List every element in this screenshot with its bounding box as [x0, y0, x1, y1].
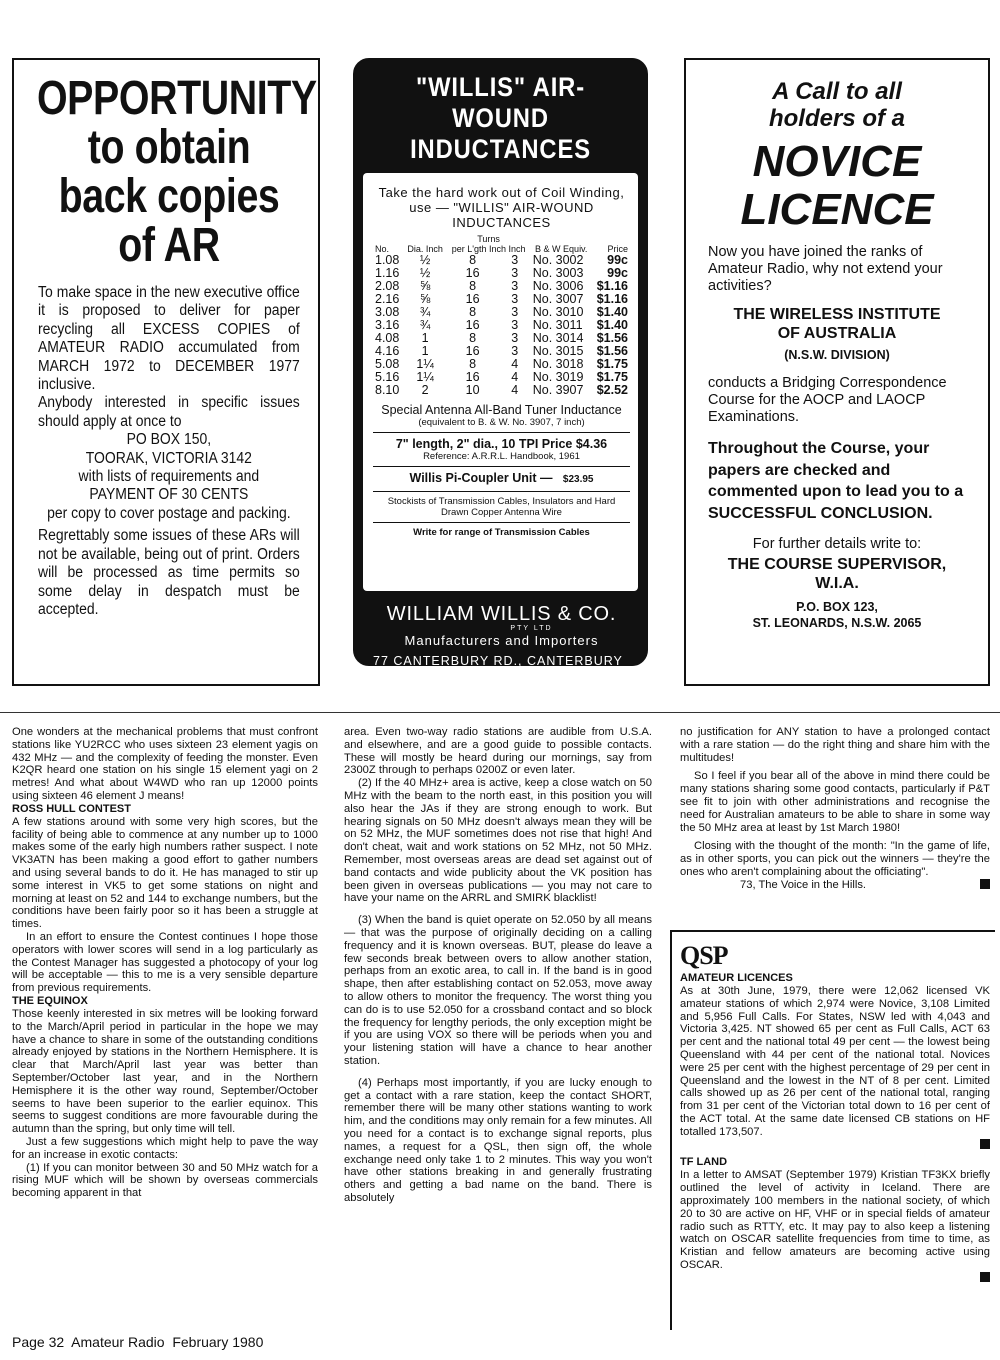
cell-dia: ¾	[419, 305, 431, 319]
advert-header	[380, 68, 622, 173]
cell-no: 8.10	[375, 383, 400, 397]
paragraph: A few stations around with some very high scores, but the facility of being able to commence at any number up to 1000 makes some of the early high numbers rather suspect. I note VK3ATN has been making a good effort to gather numbers and using several bands to do it. He has managed to stir up some interest in VK5 to get some stations on night and morning at least on 52 and 144 to exchange numbers, but the conditions have been fairly poor so it has been a struggle at times.	[12, 815, 318, 931]
cell-price: $1.56	[596, 331, 628, 345]
para: Now you have joined the ranks of Amateur Radio, why not extend your activities?	[708, 244, 943, 294]
address-line: PO BOX 150,	[126, 431, 212, 449]
reference: Reference: A.R.R.L. Handbook, 1961	[423, 451, 580, 462]
cell-turns: 10	[465, 383, 480, 397]
stockists: Stockists of Transmission Cables, Insulators and Hard Drawn Copper Antenna Wire	[387, 496, 616, 518]
cell-len: 3	[511, 344, 519, 358]
cell-bw: No. 3015	[532, 344, 584, 358]
paragraph: As at 30th June, 1979, there were 12,062 licensed VK amateur stations of which 2,974 were Novice, 3,108 Limited and 5,956 Full Calls. For States, NSW led with 4,043 and Victoria 3,425. NT showed 65 per cent as Full Calls, ACT 63 per cent and the national total 49 per cent — the lowest being Queensland with 44 per cent of the national total. Novices were 25 per cent with the highest percentage of 29 per cent in Queensland and the lowest in the NT of 8 per cent. Limited calls showed up as 26 per cent of the national total, ranging from 31 per cent of the Victorian total down to 16 per cent of the ACT total. At the same date licensed CB stations on HF totalled 173,507.	[680, 985, 990, 1138]
address-line: TOORAK, VICTORIA 3142	[85, 449, 252, 467]
institute-line: OF AUSTRALIA	[777, 325, 897, 342]
novice-line: LICENCE	[740, 185, 934, 234]
cell-turns: 8	[469, 357, 477, 371]
paragraph: In a letter to AMSAT (September 1979) Kristian TF3KX briefly outlined the level of activity in Iceland. There are approximately 100 members in the national society, of which 20 to 30 are active on HF, VHF or in special fields of amateur radio such as RTTY, etc. It may pay to also keep a listening watch on OSCAR satellite frequencies from time to time, as Kristian and fellow amateurs are becoming active using OSCAR.	[680, 1169, 990, 1271]
length-price: Price $4.36	[541, 437, 608, 451]
para-bold: Throughout the Course, your papers are checked and commented upon to lead you to a SUCCESSFUL CONCLUSION.	[708, 440, 964, 522]
cell-no: 3.16	[375, 318, 400, 332]
divider	[373, 522, 630, 523]
divider	[373, 432, 630, 433]
header-line: INDUCTANCES	[410, 134, 591, 164]
table-row	[373, 293, 630, 306]
heading: THE EQUINOX	[12, 994, 88, 1007]
cell-turns: 16	[465, 292, 480, 306]
paragraph: (2) If the 40 MHz+ area is active, keep a close watch on 50 MHz with the beam to the north east, in this position you will also hear the JAs if they are strong enough to work. But hearing signals on 50 MHz doesn't always mean they will be on 52 MHz, the MUF sometimes does not rise that high! And don't cheat, wait and work stations on 52 MHz, not 50 MHz. Remember, most overseas areas are dead set against out of band contacts and wide publicity about the VK position has been given in overseas publications — you may not care to have your name on the ARRL and SMIRK blacklist!	[344, 777, 652, 905]
length-text: 7" length, 2" dia., 10 TPI	[395, 437, 539, 451]
division: (N.S.W. DIVISION)	[784, 348, 890, 362]
picoupler-price: $23.95	[562, 474, 594, 485]
length-line	[373, 437, 630, 451]
advert-title	[36, 72, 317, 272]
phone: Phone 836-0707	[523, 669, 630, 683]
cell-bw: No. 3019	[532, 370, 584, 384]
paragraph: Closing with the thought of the month: "In the game of life, as in other sports, you can pick out the winners — they're the ones who aren't complaining about the officiating".	[680, 840, 990, 878]
end-mark-icon	[980, 1272, 990, 1282]
cell-price: 99c	[607, 253, 628, 267]
pty-ltd: PTY LTD	[510, 625, 553, 632]
back-copies-advert	[12, 58, 320, 686]
end-mark	[680, 1139, 990, 1153]
table-row	[373, 267, 630, 280]
table-row	[373, 371, 630, 384]
cell-bw: No. 3014	[532, 331, 584, 345]
cell-turns: 8	[469, 253, 477, 267]
paragraph: Just a few suggestions which might help to pave the way for an increase in exotic contacts:	[12, 1135, 318, 1161]
title-line: of AR	[118, 219, 220, 272]
title-line: OPPORTUNITY	[36, 72, 317, 125]
cell-no: 3.08	[375, 305, 400, 319]
table-row	[373, 358, 630, 371]
supervisor: THE COURSE SUPERVISOR,	[727, 556, 947, 573]
title-line: back copies	[58, 170, 280, 223]
paragraph: (1) If you can monitor between 30 and 50 MHz watch for a rising MUF which will be shown by overseas commercials becoming apparent in that	[12, 1161, 318, 1200]
paragraph: area. Even two-way radio stations are audible from U.S.A. and elsewhere, and are a good guide to possible contacts. These will mostly be heard during our mornings, say from 2300Z through to perhaps 0200Z or even later.	[344, 726, 652, 777]
cell-len: 3	[511, 305, 519, 319]
table-row	[373, 332, 630, 345]
intro: Take the hard work out of Coil Winding, use — "WILLIS" AIR-WOUND INDUCTANCES	[378, 185, 625, 230]
signature-line	[680, 879, 990, 892]
picoupler-line	[373, 471, 630, 487]
address-phone	[373, 669, 630, 684]
turns-label: Turns	[477, 234, 500, 244]
cell-price: $1.16	[596, 292, 628, 306]
cell-price: $1.16	[596, 279, 628, 293]
inductance-table	[373, 234, 630, 397]
header-line: "WILLIS" AIR-WOUND	[415, 72, 586, 133]
cell-bw: No. 3002	[532, 253, 584, 267]
novice-heading	[708, 138, 966, 234]
write-note: Write for range of Transmission Cables	[413, 527, 590, 538]
heading: TF LAND	[680, 1156, 728, 1169]
paragraph: (4) Perhaps most importantly, if you are lucky enough to get a contact with a rare station, keep the contact SHORT, remember there will be many other stations wanting to work him, and the conditions may only remain for a few minutes. All you need for a contact is to exchange signal reports, plus names, a request for a QSL, then sign off, the whole exchange need only take 1 to 2 minutes. This way you won't have other stations breaking in and generally frustrating others and getting a bad name on the band. There is absolutely	[344, 1076, 652, 1204]
cell-price: $1.75	[596, 357, 628, 371]
company-name: WILLIAM WILLIS & CO.	[386, 603, 617, 625]
para: Anybody interested in specific issues should apply at once to	[38, 394, 300, 430]
cell-len: 3	[511, 253, 519, 267]
cell-dia: ½	[419, 266, 431, 280]
table-row	[373, 280, 630, 293]
cell-len: 4	[511, 383, 519, 397]
cell-bw: No. 3907	[532, 383, 584, 397]
table-row	[373, 319, 630, 332]
para: conducts a Bridging Correspondence Course for the AOCP and LAOCP Examinations.	[708, 375, 947, 425]
special-line: Special Antenna All-Band Tuner Inductance	[381, 403, 622, 417]
title-line: to obtain	[87, 121, 251, 174]
divider	[373, 491, 630, 492]
col-no: No.	[375, 244, 390, 254]
cell-len: 4	[511, 357, 519, 371]
para: To make space in the new executive office it is proposed to deliver for paper recycling all EXCESS COPIES of AMATEUR RADIO accumulated from MARCH 1972 to DECEMBER 1977 inclusive.	[38, 284, 300, 394]
call-line: holders of a	[768, 105, 906, 132]
cell-no: 1.08	[375, 253, 400, 267]
table-row	[373, 345, 630, 358]
cell-bw: No. 3018	[532, 357, 584, 371]
paragraph: In an effort to ensure the Contest continues I hope those operators with lower scores will send in a log particularly as the Contest Manager has suggested a photocopy of your log will be acceptable — this to me is a very sensible departure from previous requirements.	[12, 930, 318, 995]
column-2	[344, 726, 652, 1205]
table-row	[373, 384, 630, 397]
novice-licence-advert	[684, 58, 990, 686]
signature: 73, The Voice in the Hills.	[740, 878, 867, 891]
heading: ROSS HULL CONTEST	[12, 802, 131, 815]
text-line: per copy to cover postage and packing.	[47, 504, 291, 522]
cell-dia: ¾	[419, 318, 431, 332]
end-mark	[680, 1272, 990, 1286]
cell-turns: 16	[465, 266, 480, 280]
manufacturers: Manufacturers and Importers	[404, 633, 599, 648]
advert-inner	[363, 173, 638, 591]
cell-bw: No. 3007	[532, 292, 584, 306]
novice-line: NOVICE	[752, 137, 922, 186]
col-bw: B & W Equiv.	[535, 244, 588, 254]
advert-body	[38, 284, 300, 619]
col-turns	[447, 234, 531, 254]
lgth-label: per L'gth Inch Inch	[451, 244, 526, 254]
willis-advert	[353, 58, 648, 683]
cell-no: 1.16	[375, 266, 400, 280]
cell-bw: No. 3006	[532, 279, 584, 293]
cell-price: $1.40	[596, 305, 628, 319]
column-3	[680, 726, 990, 892]
cell-no: 4.08	[375, 331, 400, 345]
col-dia: Dia. Inch	[407, 244, 443, 254]
cell-bw: No. 3003	[532, 266, 584, 280]
col-price: Price	[607, 244, 628, 254]
para: Regrettably some issues of these ARs will not be available, being out of print. Orders will be processed as time permits so some delay in despatch must be accepted.	[38, 527, 300, 618]
cell-bw: No. 3011	[532, 318, 583, 332]
cell-price: $2.52	[596, 383, 628, 397]
section-divider	[0, 712, 1000, 713]
cell-turns: 8	[469, 305, 477, 319]
cell-bw: No. 3010	[532, 305, 584, 319]
qsp-title: QSP	[680, 941, 728, 970]
cell-turns: 8	[469, 331, 477, 345]
institute-line: THE WIRELESS INSTITUTE	[733, 306, 941, 323]
institute	[708, 305, 966, 363]
further: For further details write to:	[752, 536, 922, 552]
cell-dia: 1¼	[416, 370, 434, 384]
po-box: ST. LEONARDS, N.S.W. 2065	[752, 616, 922, 630]
cell-turns: 8	[469, 279, 477, 293]
paragraph: One wonders at the mechanical problems that must confront stations like YU2RCC who uses sixteen 23 element yagis on 432 MHz — and the complexity of feeding the monster. Even K2QR heard one station on his single 15 element yagi on 2 metres! And what about W4WD who ran up 12000 points using sixteen 46 element J means!	[12, 726, 318, 802]
cell-no: 5.08	[375, 357, 400, 371]
qsp-section	[670, 930, 995, 1330]
end-mark-icon	[980, 1139, 990, 1149]
heading: AMATEUR LICENCES	[680, 972, 793, 984]
cell-price: 99c	[607, 266, 628, 280]
cell-turns: 16	[465, 370, 480, 384]
cell-dia: 1¼	[416, 357, 434, 371]
call-line: A Call to all	[772, 78, 902, 105]
divider	[373, 466, 630, 467]
cell-len: 4	[511, 370, 519, 384]
cell-turns: 16	[465, 344, 480, 358]
cell-len: 3	[511, 331, 519, 345]
cell-turns: 16	[465, 318, 480, 332]
cell-dia: 1	[421, 331, 429, 345]
text-line: PAYMENT OF 30 CENTS	[89, 486, 249, 504]
supervisor: W.I.A.	[815, 575, 859, 592]
cell-no: 2.08	[375, 279, 400, 293]
po-box: P.O. BOX 123,	[796, 600, 878, 614]
cell-no: 5.16	[375, 370, 400, 384]
table-row	[373, 306, 630, 319]
address: 77 CANTERBURY RD., CANTERBURY	[373, 654, 623, 668]
cell-dia: 1	[421, 344, 429, 358]
cell-dia: ½	[419, 253, 431, 267]
cell-price: $1.75	[596, 370, 628, 384]
cell-dia: 2	[421, 383, 429, 397]
call-heading	[708, 78, 966, 132]
postcode: VIC. 3126	[373, 669, 438, 683]
column-1	[12, 726, 318, 1200]
paragraph: So I feel if you bear all of the above in mind there could be many stations sharing some good contacts, particularly if P&T see fit to join with other administrations and recognise the need for Australian amateurs to be able to share in some way the 50 MHz area at least by 1st March 1980!	[680, 770, 990, 834]
cell-no: 2.16	[375, 292, 400, 306]
paragraph: (3) When the band is quiet operate on 52.050 by all means — that was the purpose of originally deciding on a calling frequency and it is known overseas. BUT, please do leave a few seconds break between overs to allow another station, perhaps from an exotic area, to call in. If the band is in good shape, then after establishing contact on 52.053, move away to allow others to monitor the frequency. The worst thing you can do is to use 52.050 for a crossband contact and so block the frequency for lengthy periods, the only exception might be if you are using VOX so there will be periods when you and your listening station will have a chance to hear another station.	[344, 914, 652, 1067]
cell-price: $1.56	[596, 344, 628, 358]
page-footer: Page 32 Amateur Radio February 1980	[12, 1334, 264, 1350]
advert-footer	[363, 591, 638, 684]
table-row	[373, 254, 630, 267]
cell-len: 3	[511, 266, 519, 280]
cell-len: 3	[511, 292, 519, 306]
cell-len: 3	[511, 318, 519, 332]
paragraph: no justification for ANY station to have a prolonged contact with a rare station — do the right thing and share him with the multitudes!	[680, 726, 990, 764]
text-line: with lists of requirements and	[78, 468, 260, 486]
cell-len: 3	[511, 279, 519, 293]
cell-no: 4.16	[375, 344, 400, 358]
cell-price: $1.40	[596, 318, 628, 332]
cell-dia: ⅝	[419, 292, 431, 306]
special-note: (equivalent to B. & W. No. 3907, 7 inch)	[418, 417, 585, 428]
end-mark-icon	[980, 879, 990, 889]
paragraph: Those keenly interested in six metres will be looking forward to the March/April period in particular in the hope we may have a chance to share in some of the outstanding conditions already enjoyed by stations in the Northern Hemisphere. It is clear that March/April last year was better than September/October last year, and in the Northern Hemisphere it is the other way round, September/October seems to have been superior to the earlier equinox. This seems to suggest conditions are more favourable during the autumn than the spring, but only time will tell.	[12, 1007, 318, 1136]
cell-dia: ⅝	[419, 279, 431, 293]
picoupler-text: Willis Pi-Coupler Unit —	[409, 471, 553, 485]
